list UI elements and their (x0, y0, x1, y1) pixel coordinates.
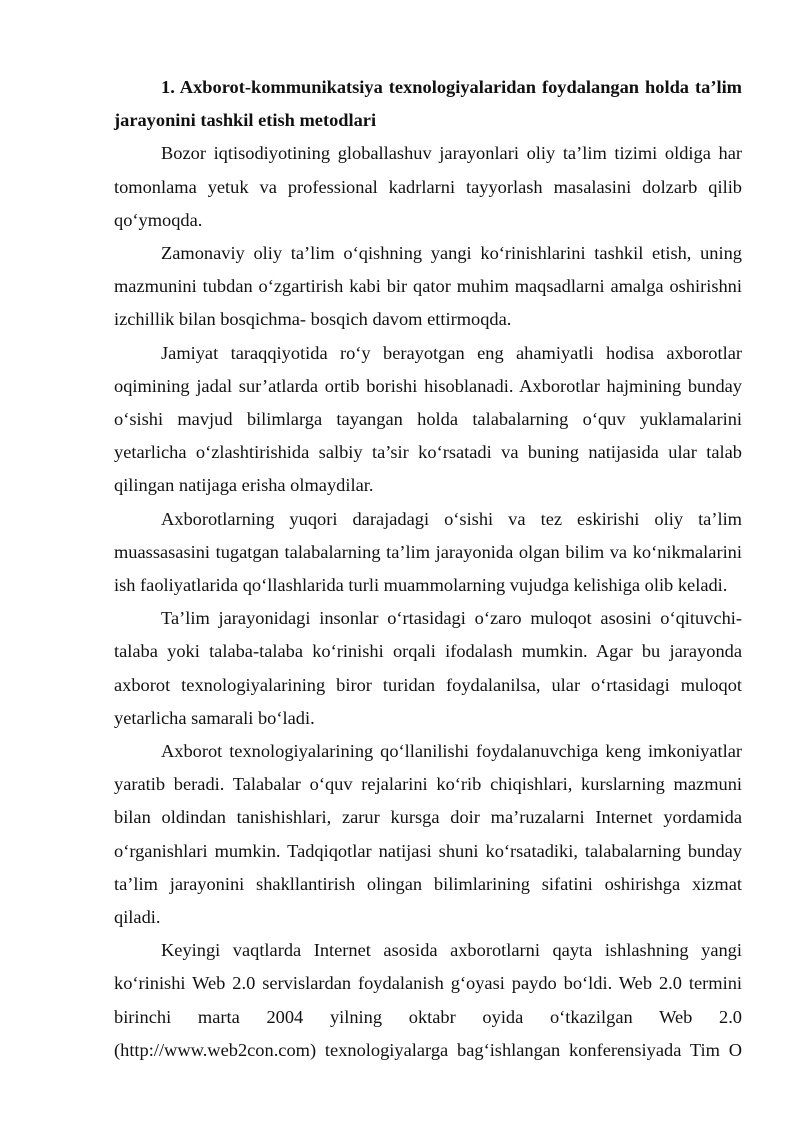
section-heading: 1. Axborot-kommunikatsiya texnologiyalaridan foydalangan holda ta’lim jarayonini tashkil etish metodlari (114, 77, 742, 131)
paragraph-it-opportunities: Axborot texnologiyalarining qo‘llanilishi foydalanuvchiga keng imkoniyatlar yaratib beradi. Talabalar o‘quv rejalarini ko‘rib chiqishlari, kurslarning mazmuni bilan oldindan tanishishlari, zarur kursga doir ma’ruzalarni Internet yordamida o‘rganishlari mumkin. Tadqiqotlar natijasi shuni ko‘rsatadiki, talabalarning bunday ta’lim jarayonini shakllantirish olingan bilimlarining sifatini oshirishga xizmat qiladi. (114, 741, 742, 928)
paragraph-modern-education: Zamonaviy oliy ta’lim o‘qishning yangi ko‘rinishlarini tashkil etish, uning mazmunini tubdan o‘zgartirish kabi bir qator muhim maqsadlarni amalga oshirishni izchillik bilan bosqichma- bosqich davom ettirmoqda. (114, 243, 742, 330)
paragraph-globalization: Bozor iqtisodiyotining globallashuv jarayonlari oliy ta’lim tizimi oldiga har tomonlama yetuk va professional kadrlarni tayyorlash masalasini dolzarb qilib qo‘ymoqda. (114, 143, 742, 230)
document-body (114, 71, 742, 1067)
paragraph-web20: Keyingi vaqtlarda Internet asosida axborotlarni qayta ishlashning yangi ko‘rinishi Web 2.0 servislardan foydalanish g‘oyasi paydo bo‘ldi. Web 2.0 termini birinchi marta 2004 yilning oktabr oyida o‘tkazilgan Web 2.0 (http://www.web2con.com) texnologiyalarga bag‘ishlangan konferensiyada Tim O (114, 940, 742, 1060)
paragraph-communication: Ta’lim jarayonidagi insonlar o‘rtasidagi o‘zaro muloqot asosini o‘qituvchi-talaba yoki talaba-talaba ko‘rinishi orqali ifodalash mumkin. Agar bu jarayonda axborot texnologiyalarining biror turidan foydalanilsa, ular o‘rtasidagi muloqot yetarlicha samarali bo‘ladi. (114, 608, 742, 728)
paragraph-information-growth: Axborotlarning yuqori darajadagi o‘sishi va tez eskirishi oliy ta’lim muassasasini tugatgan talabalarning ta’lim jarayonida olgan bilim va ko‘nikmalarini ish faoliyatlarida qo‘llashlarida turli muammolarning vujudga kelishiga olib keladi. (114, 508, 742, 596)
paragraph-information-flow: Jamiyat taraqqiyotida ro‘y berayotgan eng ahamiyatli hodisa axborotlar oqimining jadal sur’atlarda ortib borishi hisoblanadi. Axborotlar hajmining bunday o‘sishi mavjud bilimlarga tayangan holda talabalarning o‘quv yuklamalarini yetarlicha o‘zlashtirishida salbiy ta’sir ko‘rsatadi va buning natijasida ular talab qilingan natijaga erisha olmaydilar. (114, 342, 742, 496)
